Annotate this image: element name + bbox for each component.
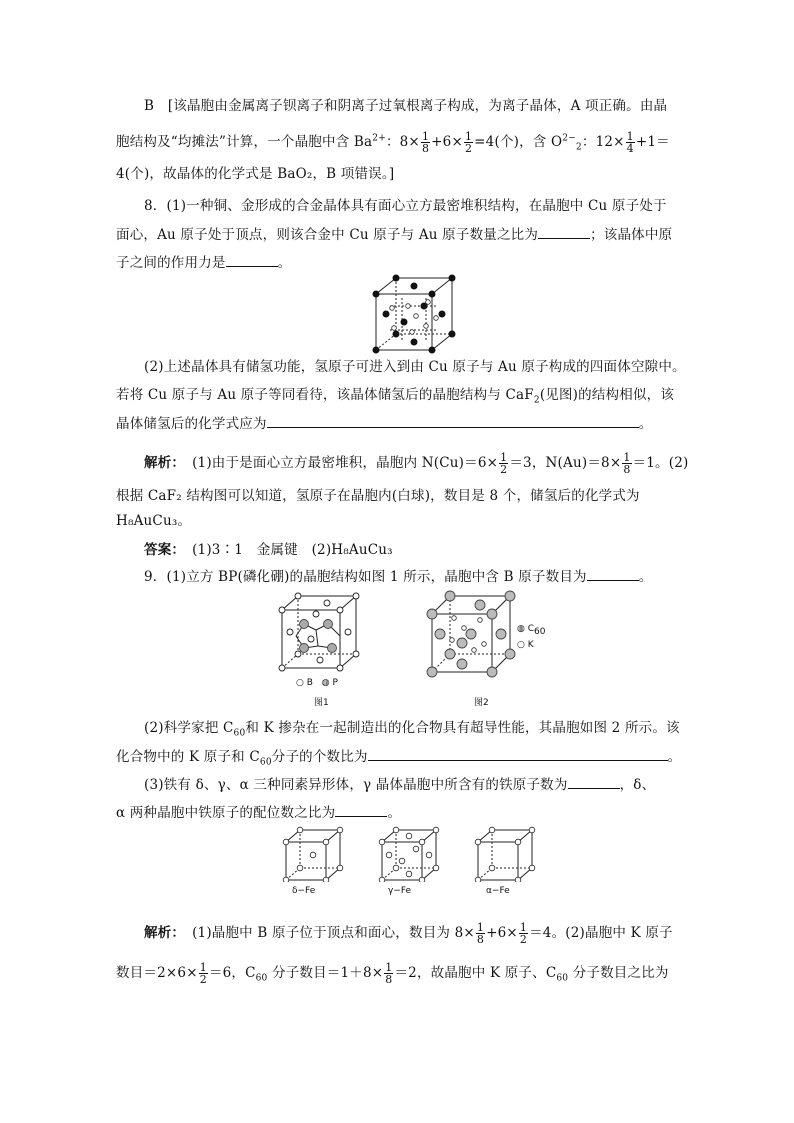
q9-analysis-line-1: 解析： (1)晶胞中 B 原子位于顶点和面心，数目为 8× $\frac{1}{8}$ +6× $\frac{1}{2}$ ＝4。(2)晶胞中 K 原子 <box>144 921 673 946</box>
answer-blank[interactable] <box>568 774 620 789</box>
alpha-fe-label: α−Fe <box>486 886 510 896</box>
q9-part3-line-2: α 两种晶胞中铁原子的配位数之比为 。 <box>116 802 686 823</box>
q8-analysis-line-2: 根据 CaF₂ 结构图可以知道，氢原子在晶胞内(白球)，数目是 8 个，储氢后的化学式为 <box>116 488 640 504</box>
alpha-fe-cell-figure <box>474 826 536 882</box>
fraction: $\frac{1}{8}$ <box>385 961 393 986</box>
answer-blank[interactable] <box>538 224 590 239</box>
fraction: $\frac{1}{8}$ <box>623 451 631 476</box>
q8-part2-line-3: 晶体储氢后的化学式应为 。 <box>116 413 686 434</box>
q8-line-3: 子之间的作用力是 。 <box>116 252 686 273</box>
q9-line-1: 9．(1)立方 BP(磷化硼)的晶胞结构如图 1 所示，晶胞中含 B 原子数目为 。 <box>144 566 686 587</box>
answer-blank[interactable] <box>267 413 639 428</box>
q8-line-1: 8．(1)一种铜、金形成的合金晶体具有面心立方最密堆积结构，在晶胞中 Cu 原子处于 <box>144 198 667 214</box>
q7-line-3: 4(个)，故晶体的化学式是 BaO₂，B 项错误。] <box>116 166 395 182</box>
fraction: $\frac{1}{2}$ <box>464 130 473 155</box>
delta-fe-cell-figure <box>282 826 344 882</box>
fraction: $\frac{1}{2}$ <box>519 921 528 946</box>
figure-1-legend: ○ B ◍ P <box>296 678 338 688</box>
answer-blank[interactable] <box>226 252 278 267</box>
answer-blank[interactable] <box>335 802 387 817</box>
fraction: $\frac{1}{2}$ <box>199 961 207 986</box>
q8-part2-line-2: 若将 Cu 原子与 Au 原子等同看待，该晶体储氢后的晶胞结构与 CaF$_2$(见图)的结构相似，该 <box>116 387 675 406</box>
fraction: $\frac{1}{8}$ <box>421 130 430 155</box>
caf2-structure-figure <box>368 274 460 356</box>
q7-line-1: B [该晶胞由金属离子钡离子和阴离子过氧根离子构成，为离子晶体，A 项正确。由晶 <box>144 98 668 114</box>
answer-blank[interactable] <box>587 566 639 581</box>
q8-answer: 答案： (1)3∶1 金属键 (2)H₈AuCu₃ <box>144 542 393 558</box>
q8-line-2: 面心，Au 原子处于顶点，则该合金中 Cu 原子与 Au 原子数量之比为 ；该晶体中原 <box>116 224 686 245</box>
c60-legend-icon: ◍ <box>517 624 525 634</box>
delta-fe-label: δ−Fe <box>292 886 316 896</box>
answer-blank[interactable] <box>368 746 668 761</box>
figure-2-legend-c60: ◍ $C_{60}$ <box>517 624 546 637</box>
k3c60-unit-cell-figure-2 <box>424 588 518 678</box>
q7-line-2: 胞结构及“均摊法”计算，一个晶胞中含 $Ba^{2+}$：8× $\frac{1}{8}$ +6× $\frac{1}{2}$ =4(个)，含 $O^{2-}_2$：12× $\frac{1}{4}$ +1＝ <box>116 130 670 155</box>
q8-analysis-line-3: H₈AuCu₃。 <box>116 513 192 529</box>
phosphorus-legend-icon: ◍ <box>321 678 330 688</box>
q8-part2-line-1: (2)上述晶体具有储氢功能，氢原子可进入到由 Cu 原子与 Au 原子构成的四面体空隙中。 <box>144 359 686 375</box>
fraction: $\frac{1}{8}$ <box>476 921 485 946</box>
fraction: $\frac{1}{2}$ <box>500 451 508 476</box>
q9-part2-line-2: 化合物中的 K 原子和 $C_{60}$分子的个数比为 。 <box>116 746 686 767</box>
bp-unit-cell-figure-1 <box>276 590 360 674</box>
figure-2-caption: 图2 <box>474 698 489 708</box>
fraction: $\frac{1}{4}$ <box>626 130 634 155</box>
q9-part2-line-1: (2)科学家把 $C_{60}$和 K 掺杂在一起制造出的化合物具有超导性能，其晶胞如图 2 所示。该 <box>144 720 680 739</box>
gamma-fe-cell-figure <box>378 826 440 882</box>
gamma-fe-label: γ−Fe <box>388 886 412 896</box>
figure-1-caption: 图1 <box>314 698 329 708</box>
boron-legend-icon: ○ <box>296 678 304 688</box>
q9-analysis-line-2: 数目＝2×6× $\frac{1}{2}$ ＝6，$C_{60}$ 分子数目＝1＋8× $\frac{1}{8}$ ＝2，故晶胞中 K 原子、$C_{60}$ 分子数目之比为 <box>116 961 669 986</box>
q8-analysis-line-1: 解析： (1)由于是面心立方最密堆积，晶胞内 N(Cu)＝6× $\frac{1}{2}$ ＝3，N(Au)＝8× $\frac{1}{8}$ ＝1。(2) <box>144 451 689 476</box>
k-legend-icon: ○ <box>517 640 525 650</box>
figure-2-legend-k: ○ K <box>517 640 534 650</box>
q9-part3-line-1: (3)铁有 δ、γ、α 三种同素异形体，γ 晶体晶胞中所含有的铁原子数为 ，δ、 <box>144 774 686 795</box>
